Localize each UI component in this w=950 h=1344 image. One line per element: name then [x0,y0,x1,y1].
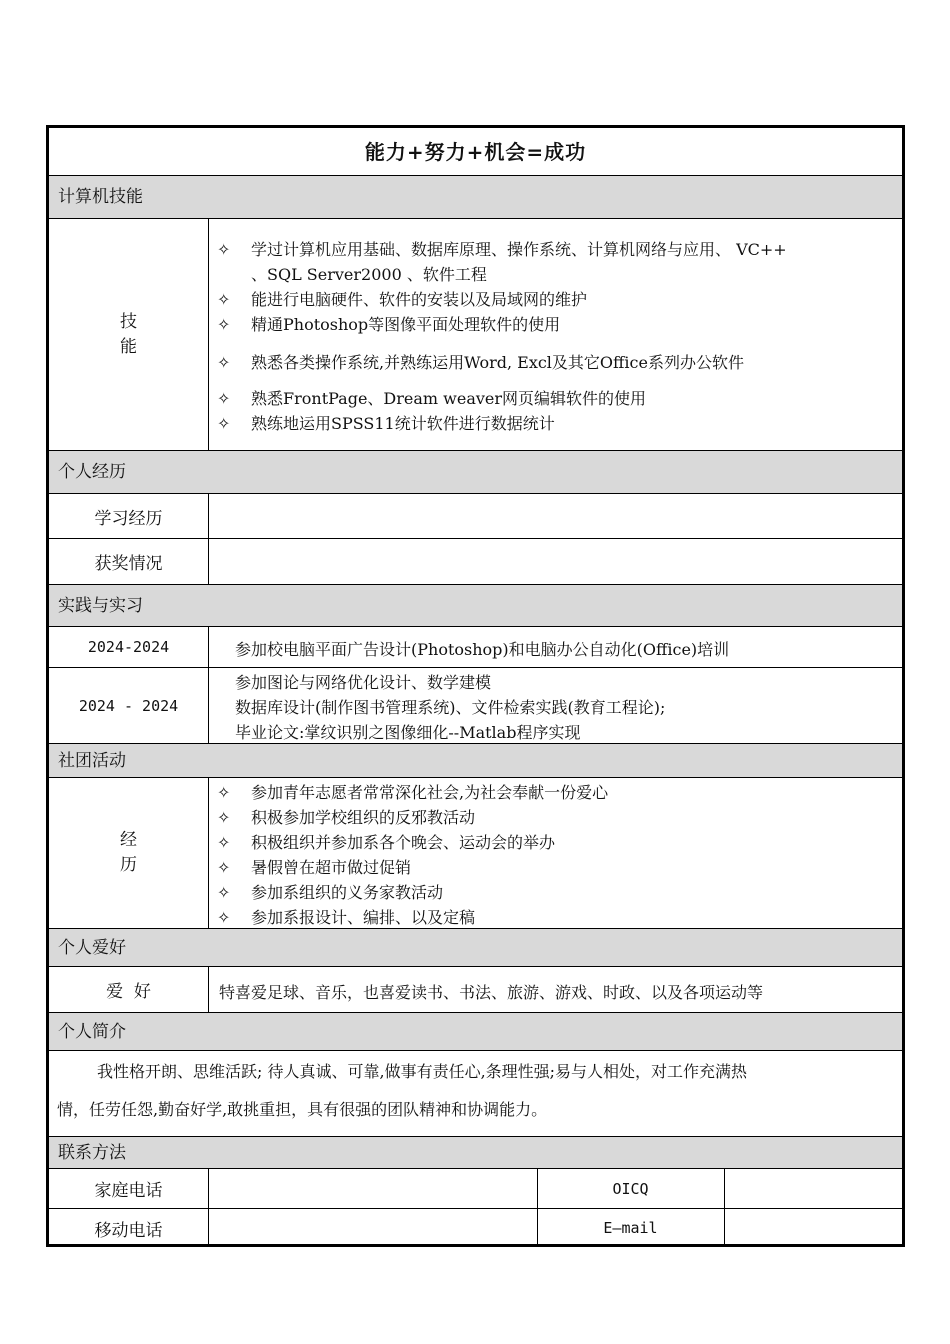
practice-line: 参加校电脑平面广告设计(Photoshop)和电脑办公自动化(Office)培训 [235,640,730,659]
mobile-value [209,1209,537,1247]
skill-item: ✧ 熟悉FrontPage、Dream weaver网页编辑软件的使用 [217,389,647,408]
skill-item: ✧ 熟练地运用SPSS11统计软件进行数据统计 [217,414,555,433]
diamond-icon: ✧ [217,883,231,902]
clubs-block [49,778,902,929]
skills-block [49,219,902,451]
skills-label [49,219,209,450]
section-practice: 实践与实习 [49,585,902,627]
section-clubs: 社团活动 [49,744,902,778]
clubs-label-1: 经 [120,830,137,850]
diamond-icon: ✧ [217,315,231,334]
awards-label: 获奖情况 [49,539,209,584]
practice-date: 2024-2024 [49,627,209,667]
practice-content [209,627,902,667]
section-hobbies: 个人爱好 [49,929,902,967]
divider [724,1169,725,1208]
intro-block [49,1051,902,1137]
contact-row [49,1169,902,1209]
section-personal-experience: 个人经历 [49,451,902,494]
diamond-icon: ✧ [217,240,231,259]
skill-item: ✧ 能进行电脑硬件、软件的安装以及局域网的维护 [217,290,588,309]
home-phone-value [209,1169,537,1208]
club-item: ✧ 积极组织并参加系各个晚会、运动会的举办 [217,833,556,852]
section-intro: 个人简介 [49,1013,902,1051]
skill-item-cont: 、SQL Server2000 、软件工程 [251,265,487,284]
diamond-icon: ✧ [217,833,231,852]
diamond-icon: ✧ [217,858,231,877]
diamond-icon: ✧ [217,389,231,408]
practice-date: 2024 - 2024 [49,668,209,743]
clubs-label-2: 历 [120,855,137,875]
skill-item: ✧ 学过计算机应用基础、数据库原理、操作系统、计算机网络与应用、 VC++ [217,240,787,259]
practice-line: 数据库设计(制作图书管理系统)、文件检索实践(教育工程论); [235,698,666,717]
hobbies-content [209,967,902,1012]
education-label: 学习经历 [49,494,209,538]
diamond-icon: ✧ [217,414,231,433]
oicq-label: OICQ [612,1179,649,1198]
practice-line: 参加图论与网络优化设计、数学建模 [235,673,492,692]
awards-row [49,539,902,585]
skills-label-2: 能 [120,336,137,357]
club-item: ✧ 参加青年志愿者常常深化社会,为社会奉献一份爱心 [217,783,609,802]
skill-item: ✧ 精通Photoshop等图像平面处理软件的使用 [217,315,561,334]
hobbies-row [49,967,902,1013]
contact-row [49,1209,902,1247]
clubs-content [209,778,902,928]
skill-item: ✧ 熟悉各类操作系统,并熟练运用Word, Excl及其它Office系列办公软件 [217,353,744,372]
awards-content [209,539,902,584]
mobile-label: 移动电话 [49,1209,209,1247]
email-label: E—mail [603,1219,658,1237]
diamond-icon: ✧ [217,353,231,372]
education-row [49,494,902,539]
home-phone-label: 家庭电话 [49,1169,209,1208]
practice-content [209,668,902,743]
practice-row [49,627,902,668]
divider [724,1209,725,1247]
page-title: 能力+努力+机会=成功 [49,128,902,176]
diamond-icon: ✧ [217,808,231,827]
practice-line: 毕业论文:掌纹识别之图像细化--Matlab程序实现 [235,723,581,742]
club-item: ✧ 积极参加学校组织的反邪教活动 [217,808,476,827]
club-item: ✧ 参加系报设计、编排、以及定稿 [217,908,476,927]
diamond-icon: ✧ [217,290,231,309]
intro-line: 情，任劳任怨,勤奋好学,敢挑重担，具有很强的团队精神和协调能力。 [57,1100,548,1119]
intro-line: 我性格开朗、思维活跃; 待人真诚、可靠,做事有责任心,条理性强;易与人相处，对工作充满热 [97,1062,748,1081]
club-item: ✧ 参加系组织的义务家教活动 [217,883,444,902]
club-item: ✧ 暑假曾在超市做过促销 [217,858,412,877]
hobbies-text: 特喜爱足球、音乐，也喜爱读书、书法、旅游、游戏、时政、以及各项运动等 [219,983,764,1002]
diamond-icon: ✧ [217,908,231,927]
skills-content [209,219,902,450]
practice-row [49,668,902,744]
section-contact: 联系方法 [49,1137,902,1169]
clubs-label [49,778,209,928]
section-computer-skills: 计算机技能 [49,176,902,219]
education-content [209,494,902,538]
hobbies-label: 爱 好 [49,967,209,1012]
diamond-icon: ✧ [217,783,231,802]
skills-label-1: 技 [120,311,137,332]
